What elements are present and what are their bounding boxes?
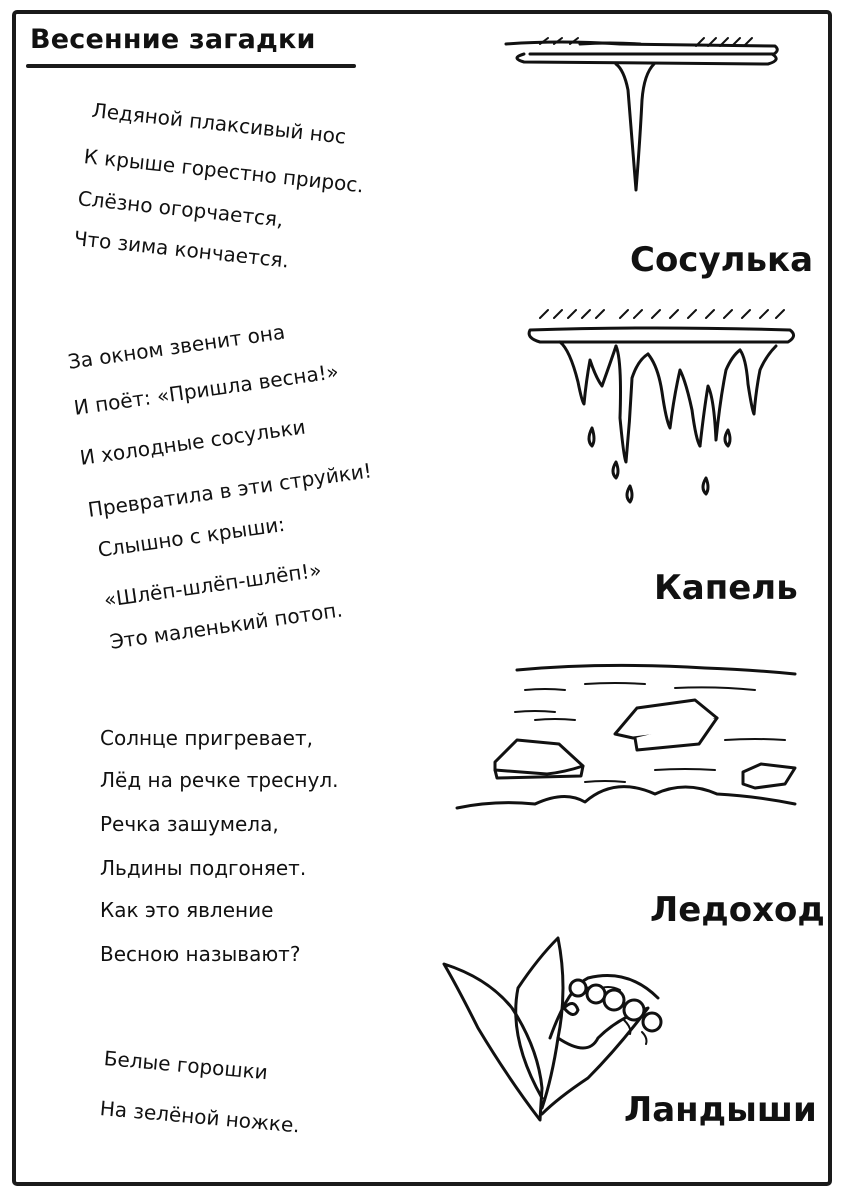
riddle-line: Лёд на речке треснул. <box>100 768 339 792</box>
riddle-line: К крыше горестно прирос. <box>82 144 365 198</box>
riddle-line: Слышно с крыши: <box>96 511 287 562</box>
answer-4: Ландыши <box>624 1090 817 1130</box>
answer-2: Капель <box>654 568 798 608</box>
riddle-line: За окном звенит она <box>66 319 287 374</box>
riddle-line: «Шлёп-шлёп-шлёп!» <box>102 557 323 612</box>
riddle-line: Как это явление <box>100 898 274 922</box>
answer-1: Сосулька <box>630 240 814 280</box>
lily-of-the-valley-icon <box>438 928 678 1128</box>
riddle-line: Это маленький потоп. <box>108 597 344 654</box>
riddle-line: И холодные сосульки <box>78 414 307 470</box>
riddle-line: Превратила в эти струйки! <box>86 458 374 522</box>
riddle-line: На зелёной ножке. <box>98 1096 301 1138</box>
answer-3: Ледоход <box>650 890 825 930</box>
riddle-line: Белые горошки <box>102 1046 269 1085</box>
riddle-line: Солнце пригревает, <box>100 726 313 750</box>
riddle-line: Ледяной плаксивый нос <box>90 98 348 149</box>
dripping-roof-icon <box>520 300 800 520</box>
page-title: Весенние загадки <box>30 24 316 55</box>
riddle-line: Слёзно огорчается, <box>76 186 285 232</box>
ice-floes-icon <box>455 660 805 830</box>
riddle-line: Что зима кончается. <box>72 226 291 273</box>
riddle-line: Весною называют? <box>100 942 301 966</box>
riddle-line: Речка зашумела, <box>100 812 279 836</box>
title-underline <box>26 64 356 68</box>
riddle-line: И поёт: «Пришла весна!» <box>72 358 341 420</box>
icicle-icon <box>500 30 790 210</box>
riddle-line: Льдины подгоняет. <box>100 856 307 880</box>
